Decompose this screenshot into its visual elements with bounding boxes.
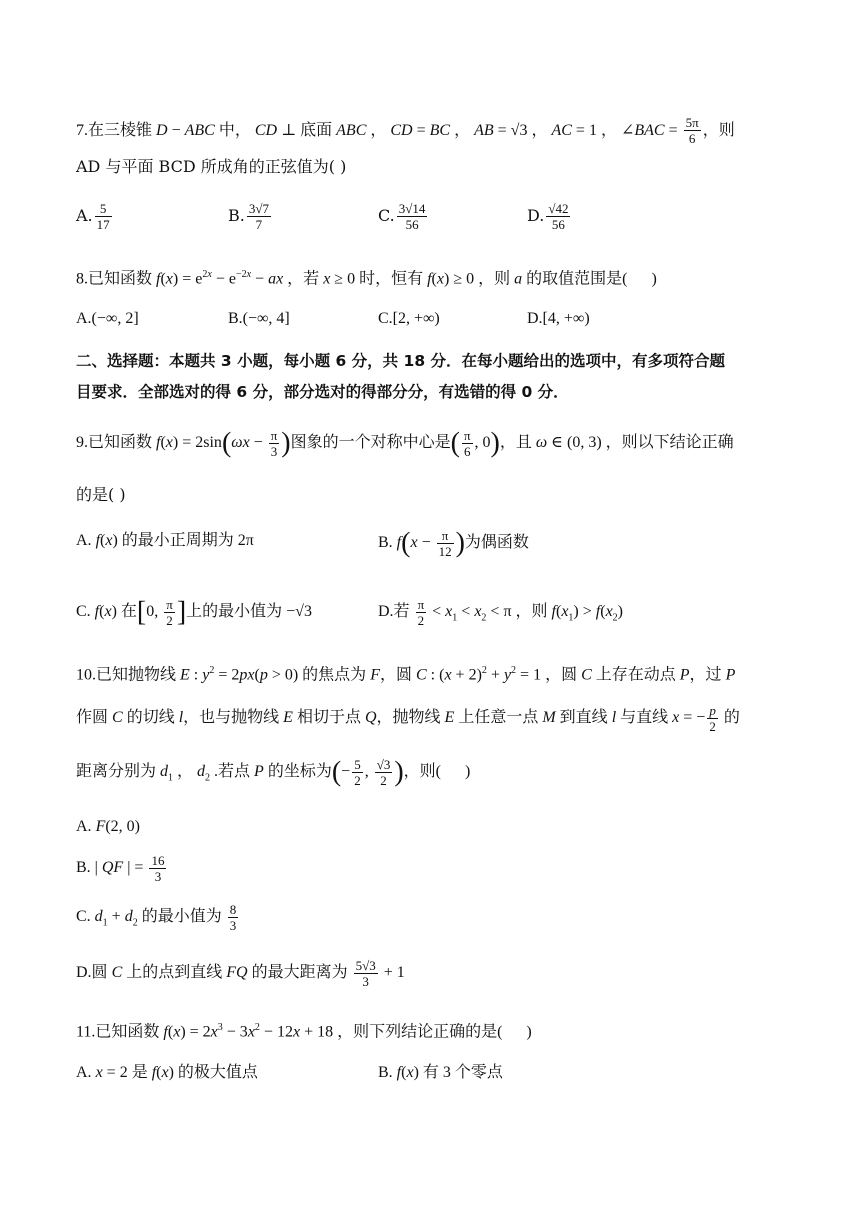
q10-stem-line3: 距离分别为 $d_1$ ， $d_2$ .若点 P 的坐标为(− $\frac{5}{2}$ , $\frac{√3}{2}$ )，则( ) (76, 756, 471, 788)
q9-option-d: D.若 $\frac{\pi}{2}$ < $x_1 < x_2 < \pi$ ，则 $f(x_1) > f(x_2)$ (378, 597, 623, 628)
q8-option-c: C.[2, +∞) (378, 310, 440, 327)
q8-option-d: D.[4, +∞) (527, 310, 590, 327)
q7-option-c: C. $\frac{3√14}{56}$ (378, 201, 426, 232)
q7-option-a: A. $\frac{5}{17}$ (76, 201, 110, 232)
q8-option-a: A.(−∞, 2] (76, 310, 139, 327)
q11-stem: 11.已知函数 $f(x) = 2x^3 - 3x^2 - 12x + 18$ ，则下列结论正确的是( ) (76, 1022, 532, 1041)
q9-option-b: B. f(x − $\frac{\pi}{12}$ )为偶函数 (378, 527, 529, 559)
q9-option-a: A. f(x) 的最小正周期为 2π (76, 532, 254, 549)
q7-stem-line1: 7.在三棱锥 D − ABC 中， CD ⊥ 底面 ABC ， CD = BC ， AB = √3 ， AC = 1 ， ∠BAC = $\frac{5\pi}{6}$ ，则 (76, 115, 735, 146)
q11-option-b: B. f(x) 有 3 个零点 (378, 1064, 503, 1081)
q8-stem: 8.已知函数 $f(x) = e^{2x} - e^{-2x}$ − ax ，若 x ≥ 0 时，恒有 f(x) ≥ 0 ，则 a 的取值范围是( ) (76, 269, 657, 288)
q11-option-a: A. x = 2 是 f(x) 的极大值点 (76, 1064, 258, 1081)
q8-option-b: B.(−∞, 4] (228, 310, 290, 327)
q9-stem-line2: 的是( ) (76, 485, 126, 504)
q9-option-c: C. f(x) 在[0, $\frac{\pi}{2}$ ]上的最小值为 −√3 (76, 596, 312, 628)
q7-stem-line2: AD 与平面 BCD 所成角的正弦值为( ) (76, 157, 347, 176)
q7-option-d: D. $\frac{√42}{56}$ (527, 201, 569, 232)
section2-line2: 目要求．全部选对的得 6 分，部分选对的得部分分，有选错的得 0 分． (76, 383, 569, 401)
q10-option-b: B. | QF | = $\frac{16}{3}$ (76, 853, 165, 884)
q9-stem-line1: 9.已知函数 f(x) = 2sin(ωx − $\frac{\pi}{3}$ )图象的一个对称中心是( $\frac{\pi}{6}$ , 0)，且 ω ∈ (0, 3) ，则以下结论正确 (76, 427, 734, 459)
q10-option-d: D.圆 C 上的点到直线 FQ 的最大距离为 $\frac{5√3}{3}$ + 1 (76, 958, 405, 989)
section2-line1: 二、选择题：本题共 3 小题，每小题 6 分，共 18 分．在每小题给出的选项中，有多项符合题 (76, 352, 726, 370)
q7-option-b: B. $\frac{3√7}{7}$ (228, 201, 269, 232)
q10-stem-line1: 10.已知抛物线 E : $y^2 = 2px(p > 0)$ 的焦点为 F，圆 C : $(x + 2)^2 + y^2 = 1$ ，圆 C 上存在动点 P，过 P (76, 665, 736, 684)
q10-option-c: C. $d_1 + d_2$ 的最小值为 $\frac{8}{3}$ (76, 902, 237, 933)
q10-stem-line2: 作圆 C 的切线 l，也与抛物线 E 相切于点 Q，抛物线 E 上任意一点 M 到直线 l 与直线 x = − $\frac{p}{2}$ 的 (76, 703, 740, 734)
q10-option-a: A. F(2, 0) (76, 818, 140, 835)
